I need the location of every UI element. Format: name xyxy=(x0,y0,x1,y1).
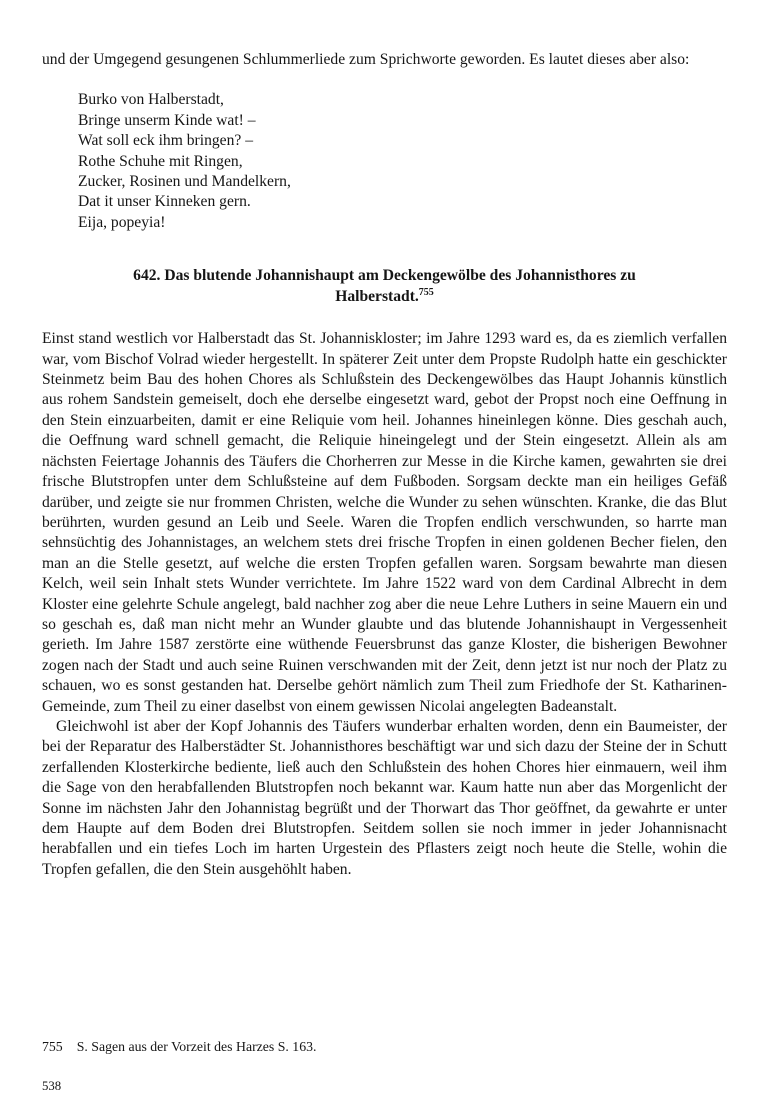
footnote-text: S. Sagen aus der Vorzeit des Harzes S. 163. xyxy=(76,1039,317,1054)
verse-line: Wat soll eck ihm bringen? – xyxy=(78,132,253,150)
verse-line: Zucker, Rosinen und Mandelkern, xyxy=(78,173,291,191)
verse-line: Eija, popeyia! xyxy=(78,213,166,231)
footnote-number: 755 xyxy=(42,1039,63,1054)
verse-line: Burko von Halberstadt, xyxy=(78,91,224,109)
verse-line: Bringe unserm Kinde wat! – xyxy=(78,111,256,129)
verse-block xyxy=(78,90,727,233)
story-paragraph: Gleichwohl ist aber der Kopf Johannis des Täufers wunderbar erhalten worden, denn ein Baumeister, der bei der Reparatur des Halberstädter St. Johannisthores beschäftigt war und sich dazu der Steine der in Schutt zerfallenden Klosterkirche bediente, ließ auch den Schlußstein des hohen Chores hier einmauern, weil ihm die Sage von den herabfallenden Blutstropfen noch bekannt war. Kaum hatte nun aber das Morgenlicht der Sonne im nächsten Jahr den Johannistag begrüßt und der Thorwart das Thor geöffnet, da gewahrte er unter dem Haupte auf dem Boden drei Blutstropfen. Seitdem sollen sie noch immer in jeder Johannisnacht herabfallen und ein tiefes Loch im harten Urgestein des Pflasters zeigt noch heute die Stelle, wohin die Tropfen gefallen, die den Stein ausgehöhlt haben. xyxy=(42,717,727,878)
verse-line: Rothe Schuhe mit Ringen, xyxy=(78,152,243,170)
footnote xyxy=(42,1038,727,1056)
story-heading xyxy=(100,265,669,307)
story-paragraph: Einst stand westlich vor Halberstadt das St. Johanniskloster; im Jahre 1293 ward es, da es ziemlich verfallen war, vom Bischof Volrad wieder hergestellt. In späterer Zeit unter dem Propste Rudolph hatte ein geschickter Steinmetz beim Bau des hohen Chores als Schlußstein des Deckengewölbes das Haupt Johannis künstlich aus rohem Sandstein gemeiselt, doch ehe derselbe eingesetzt ward, gebot der Propst noch eine Oeffnung in den Stein einzuarbeiten, damit er eine Reliquie vom heil. Johannes hineinlegen könne. Dies geschah auch, die Oeffnung ward schnell gemacht, die Reliquie hineingelegt und der Stein eingesetzt. Allein als am nächsten Feiertage Johannis des Täufers die Chorherren zur Messe in die Kirche kamen, gewahrten sie drei frische Blutstropfen unter dem Schlußsteine auf dem Fußboden. Sorgsam deckte man ein heiliges Gefäß darüber, und zeigte sie nur frommen Christen, welche die Wunder zu sehen wünschten. Kranke, die das Blut berührten, wurden gesund an Leib und Seele. Waren die Tropfen endlich verschwunden, so harrte man sehnsüchtig des Johannistages, an welchem stets drei frische Tropfen in einen goldenen Becher fielen, den man an die Stelle gesetzt, auf welche die ersten Tropfen gefallen waren. Sorgsam bewahrte man diesen Kelch, weil sein Inhalt stets Wunder verrichtete. Im Jahre 1522 ward von dem Cardinal Albrecht in dem Kloster eine gelehrte Schule angelegt, bald nachher zog aber die neue Lehre Luthers in seine Mauern ein und so geschah es, daß man nicht mehr an Wunder glaubte und das blutende Johannishaupt in Vergessenheit gerieth. Im Jahre 1587 zerstörte eine wüthende Feuersbrunst das ganze Kloster, die bisherigen Bewohner zogen nach der Stadt und auch seine Ruinen verschwanden mit der Zeit, denn jetzt ist nur noch der Platz zu schauen, wo es sonst gestanden hat. Derselbe gehört nämlich zum Theil zum Friedhofe der St. Katharinen-Gemeinde, zum Theil zu einer daselbst von einem gewissen Nicolai angelegten Badeanstalt. xyxy=(42,330,727,715)
footnote-ref-icon: 755 xyxy=(418,287,434,299)
intro-paragraph: und der Umgegend gesungenen Schlummerliede zum Sprichworte geworden. Es lautet dieses aber also: xyxy=(42,51,690,68)
page-number: 538 xyxy=(42,1079,62,1093)
verse-line: Dat it unser Kinneken gern. xyxy=(78,193,251,211)
story-heading-text: 642. Das blutende Johannishaupt am Deckengewölbe des Johannisthores zu Halberstadt. xyxy=(133,267,636,306)
